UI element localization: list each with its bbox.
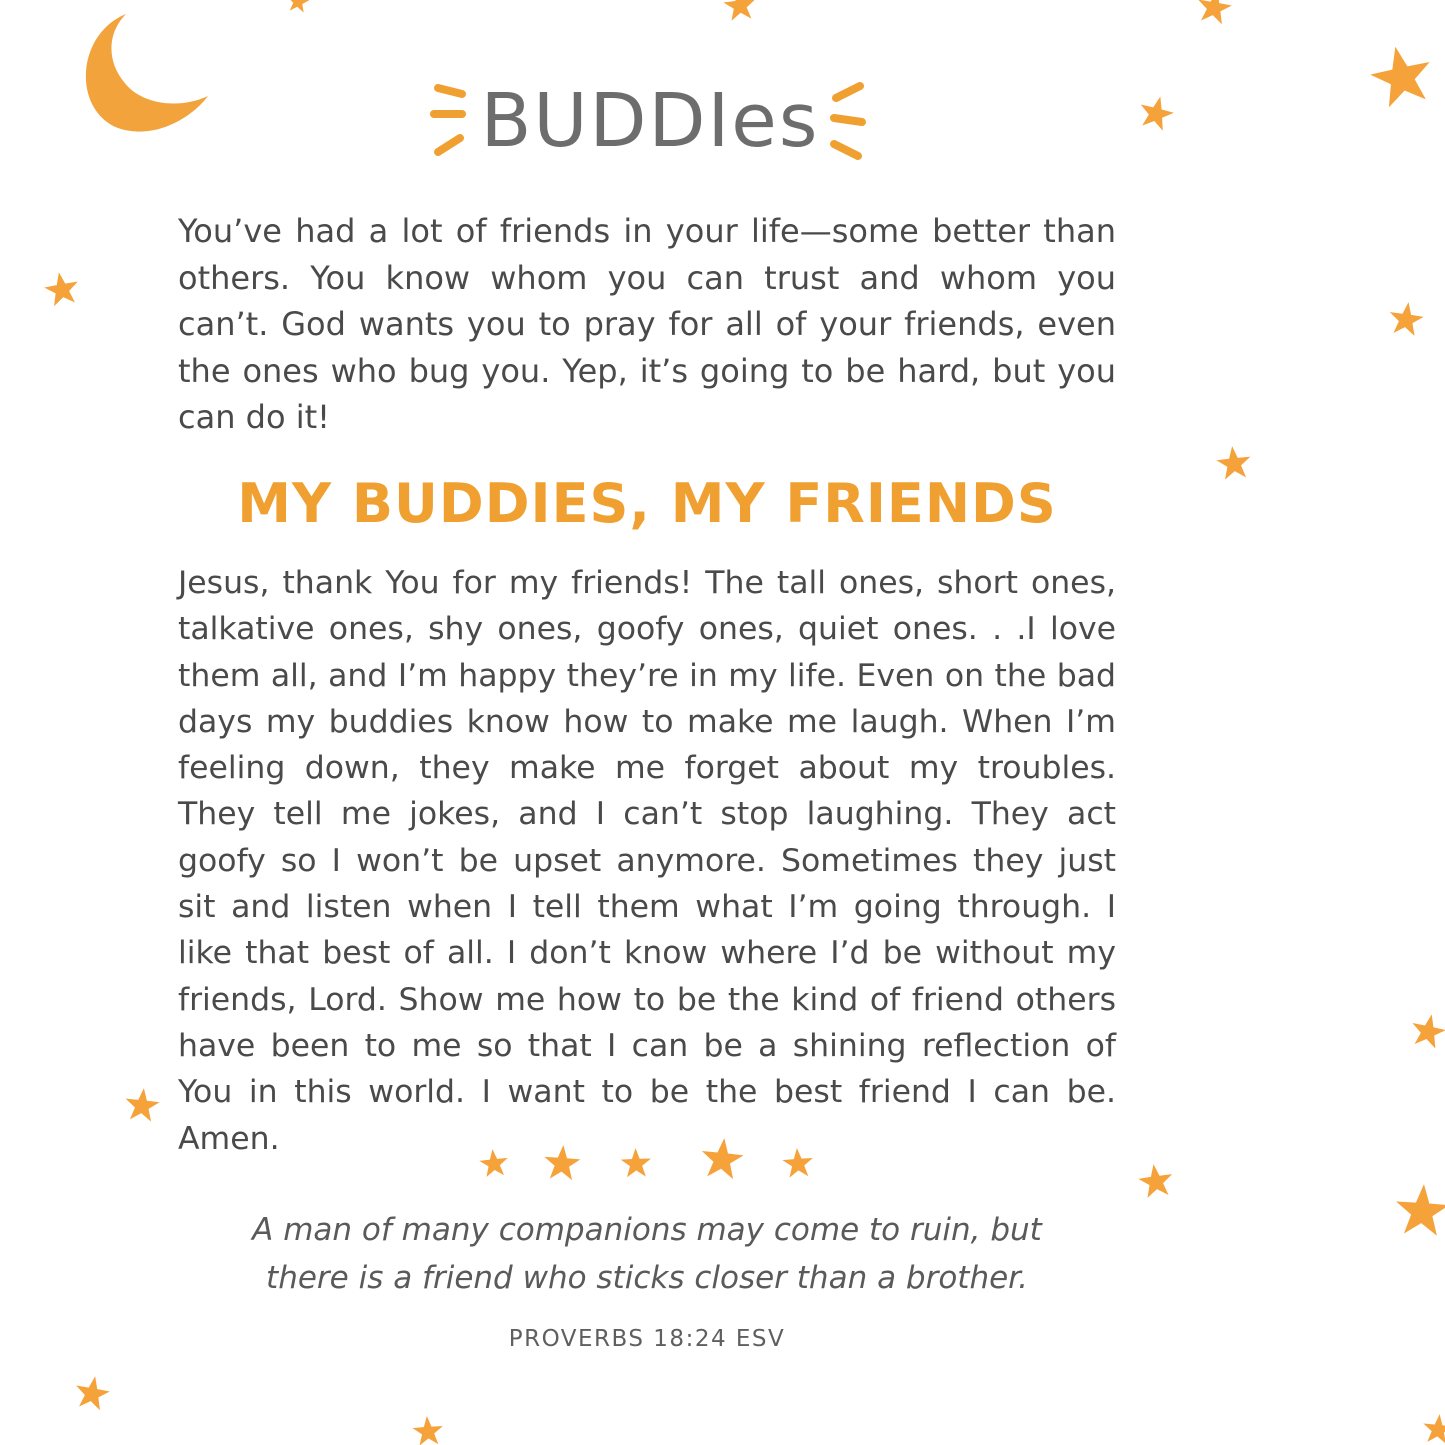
star-icon (42, 269, 81, 307)
intro-paragraph: You’ve had a lot of friends in your life—some better than others. You know whom you can trust and whom you can’t. God wants you to pray for all of your friends, even the ones who bug you. Yep, it’s going to be hard, but you can do it! (178, 212, 1116, 436)
star-icon (412, 1415, 444, 1445)
star-icon (1394, 1182, 1445, 1236)
star-icon (1137, 1162, 1175, 1199)
scripture-verse-line-1: A man of many companions may come to ruin, but (252, 1212, 1042, 1248)
scripture-verse-line-2: there is a friend who sticks closer than a brother. (266, 1260, 1028, 1296)
scripture-reference: PROVERBS 18:24 ESV (508, 1326, 786, 1352)
star-icon (1422, 1412, 1445, 1444)
star-icon (285, 0, 311, 13)
prayer-paragraph: Jesus, thank You for my friends! The tall ones, short ones, talkative ones, shy ones, goofy ones, quiet ones. . .I love them all, and I’m happy they’re in my life. Even on the bad days my buddies know how to make me laugh. When I’m feeling down, they make me forget about my troubles. They tell me jokes, and I can’t stop laughing. They act goofy so I won’t be upset anymore. Sometimes they just sit and listen when I tell them what I’m going through. I like that best of all. I don’t know where I’d be without my friends, Lord. Show me how to be the kind of friend others have been to me so that I can be a shining reflection of You in this world. I want to be the best friend I can be. Amen. (178, 565, 1116, 1157)
star-icon (123, 1086, 160, 1122)
star-icon (1136, 92, 1177, 132)
page-title (440, 76, 860, 176)
star-icon (73, 1373, 112, 1411)
page-title-text: BUDDIes (480, 78, 820, 164)
star-icon (722, 0, 757, 21)
star-icon (1366, 40, 1438, 109)
scripture-verse (178, 1206, 1116, 1302)
crescent-moon-icon (86, 14, 208, 132)
star-icon (1408, 1011, 1445, 1050)
prayer-heading: MY BUDDIES, MY FRIENDS (237, 472, 1057, 535)
star-icon (1215, 444, 1252, 480)
star-icon (1387, 300, 1425, 337)
star-icon (1195, 0, 1234, 25)
